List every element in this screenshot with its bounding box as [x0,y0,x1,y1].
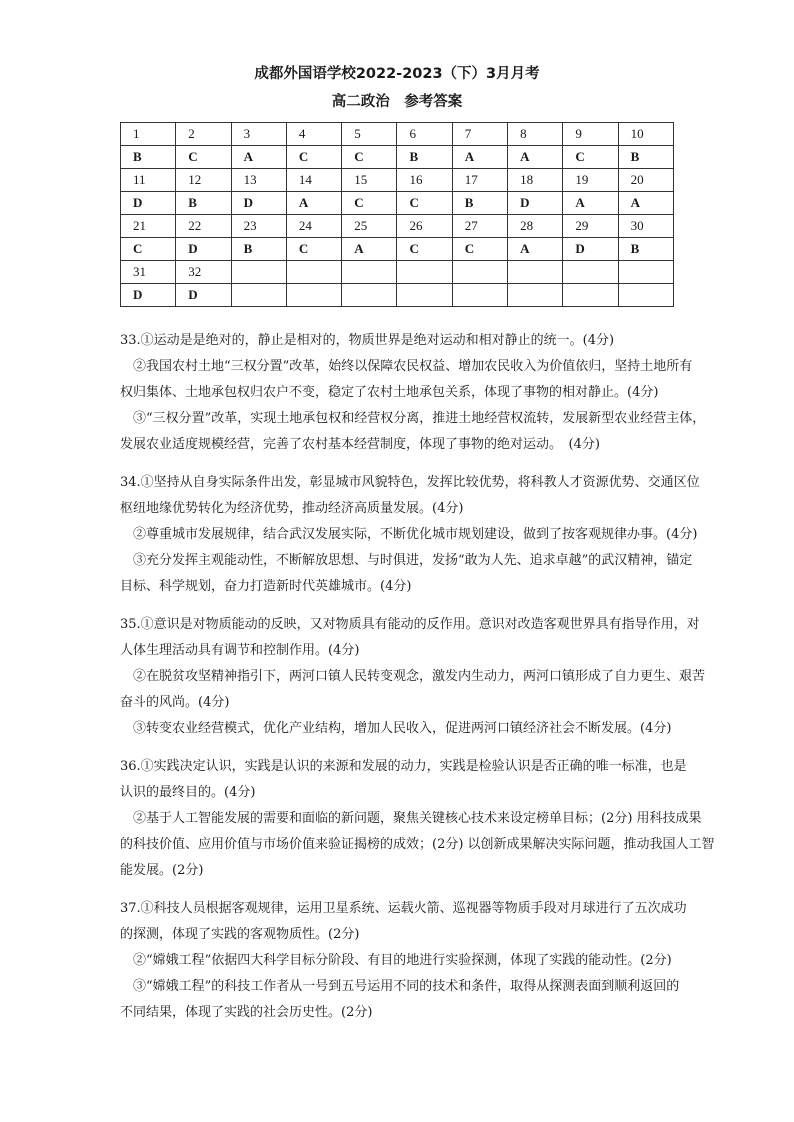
answer-cell: D [121,284,176,307]
question-number-cell: 28 [508,215,563,238]
question-number-cell: 21 [121,215,176,238]
question-number-row [121,215,674,238]
answer-line: 36.①实践决定认识，实践是认识的来源和发展的动力，实践是检验认识是否正确的唯一标准，也是 [120,759,687,774]
question-number-cell [342,261,397,284]
question-number-cell: 12 [176,169,231,192]
answer-cell: B [176,192,231,215]
answer-cell: B [397,146,452,169]
question-number-cell: 4 [286,123,341,146]
answer-cell: A [342,238,397,261]
question-number-cell: 20 [618,169,673,192]
answer-row [121,192,674,215]
answer-line: ②我国农村土地“三权分置”改革，始终以保障农民权益、增加农民收入为价值依归，坚持土地所有 [133,359,693,374]
answer-line: 35.①意识是对物质能动的反映，又对物质具有能动的反作用。意识对改造客观世界具有指导作用，对 [120,617,700,632]
answer-line: 的探测，体现了实践的客观物质性。(2分) [120,927,360,942]
answer-cell: D [231,192,286,215]
answer-line: ③转变农业经营模式，优化产业结构，增加人民收入，促进两河口镇经济社会不断发展。(4分) [133,721,672,736]
question-number-cell: 10 [618,123,673,146]
exam-title: 成都外国语学校2022-2023（下）3月月考 [254,66,540,82]
answer-line: 奋斗的风尚。(4分) [120,695,230,710]
answer-cell: D [121,192,176,215]
answer-line: 能发展。(2分) [120,863,204,878]
answer-cell [618,284,673,307]
question-number-cell: 23 [231,215,286,238]
answer-cell: C [342,192,397,215]
question-number-cell: 13 [231,169,286,192]
answer-line: 发展农业适度规模经营，完善了农村基本经营制度，体现了事物的绝对运动。 (4分) [120,437,600,452]
answer-cell: C [397,192,452,215]
answer-line: ②基于人工智能发展的需要和面临的新问题，聚焦关键核心技术来设定榜单目标；(2分) 用科技成果 [133,811,702,826]
answer-cell: A [231,146,286,169]
answer-cell: C [176,146,231,169]
answer-line: ③充分发挥主观能动性，不断解放思想、与时俱进，发扬“敢为人先、追求卓越”的武汉精神，锚定 [133,553,693,568]
answer-cell: B [121,146,176,169]
question-number-cell [452,261,507,284]
answer-line: ③“三权分置”改革，实现土地承包权和经营权分离，推进土地经营权流转，发展新型农业经营主体， [133,411,706,426]
answer-cell: B [618,238,673,261]
answer-cell: B [618,146,673,169]
answer-line: 权归集体、土地承包权归农户不变，稳定了农村土地承包关系，体现了事物的相对静止。(4分) [120,385,659,400]
answer-cell: D [563,238,618,261]
answer-line: 目标、科学规划，奋力打造新时代英雄城市。(4分) [120,579,412,594]
question-number-cell [563,261,618,284]
answer-cell [231,284,286,307]
answer-cell [563,284,618,307]
answer-cell: C [397,238,452,261]
question-answer-block [120,328,720,458]
question-number-cell: 5 [342,123,397,146]
question-number-cell [508,261,563,284]
question-answer-block [120,754,720,884]
question-number-row [121,123,674,146]
answer-cell: C [342,146,397,169]
answer-row [121,238,674,261]
answer-line: 37.①科技人员根据客观规律，运用卫星系统、运载火箭、巡视器等物质手段对月球进行了五次成功 [120,901,687,916]
question-number-cell: 3 [231,123,286,146]
exam-subtitle: 高二政治 参考答案 [331,94,463,110]
question-number-cell: 11 [121,169,176,192]
answer-table [120,122,674,307]
answer-cell: A [452,146,507,169]
answer-cell [397,284,452,307]
answer-line: 的科技价值、应用价值与市场价值来验证揭榜的成效；(2分) 以创新成果解决实际问题，推动我国人工智 [120,837,715,852]
question-number-cell: 1 [121,123,176,146]
question-number-cell: 27 [452,215,507,238]
question-number-cell: 17 [452,169,507,192]
answer-cell: C [121,238,176,261]
answer-cell: A [508,238,563,261]
question-number-cell: 16 [397,169,452,192]
answer-line: 人体生理活动具有调节和控制作用。(4分) [120,643,360,658]
question-number-cell: 7 [452,123,507,146]
answer-cell: C [563,146,618,169]
answer-cell: A [286,192,341,215]
question-number-cell: 14 [286,169,341,192]
question-number-cell: 30 [618,215,673,238]
answer-cell [452,284,507,307]
question-number-cell: 19 [563,169,618,192]
question-number-cell: 24 [286,215,341,238]
answer-line: ②尊重城市发展规律，结合武汉发展实际，不断优化城市规划建设，做到了按客观规律办事。(4分) [133,527,698,542]
question-number-cell: 6 [397,123,452,146]
answer-cell: C [286,146,341,169]
question-answer-block [120,896,720,1026]
question-number-cell: 25 [342,215,397,238]
question-number-cell: 31 [121,261,176,284]
answer-cell: D [176,284,231,307]
answer-cell: A [563,192,618,215]
question-answer-block [120,612,720,742]
question-number-cell [286,261,341,284]
question-number-cell: 18 [508,169,563,192]
answer-line: 枢纽地缘优势转化为经济优势，推动经济高质量发展。(4分) [120,501,464,516]
question-number-cell: 15 [342,169,397,192]
answer-row [121,284,674,307]
question-number-cell: 9 [563,123,618,146]
answer-cell: B [231,238,286,261]
answer-line: ③“嫦娥工程”的科技工作者从一号到五号运用不同的技术和条件，取得从探测表面到顺利返回的 [133,979,680,994]
question-number-cell: 8 [508,123,563,146]
question-number-cell [618,261,673,284]
answer-content [120,328,720,1038]
question-number-cell: 22 [176,215,231,238]
answer-cell: C [286,238,341,261]
answer-cell: D [176,238,231,261]
question-number-cell [231,261,286,284]
answer-cell [508,284,563,307]
answer-line: ②在脱贫攻坚精神指引下，两河口镇人民转变观念，激发内生动力，两河口镇形成了自力更生、艰苦 [133,669,706,684]
question-number-cell: 2 [176,123,231,146]
answer-cell [286,284,341,307]
answer-cell: C [452,238,507,261]
answer-line: 34.①坚持从自身实际条件出发，彰显城市风貌特色，发挥比较优势，将科教人才资源优势、交通区位 [120,475,700,490]
answer-cell [342,284,397,307]
question-answer-block [120,470,720,600]
answer-cell: D [508,192,563,215]
question-number-row [121,169,674,192]
answer-cell: B [452,192,507,215]
question-number-cell [397,261,452,284]
answer-line: ②“嫦娥工程”依据四大科学目标分阶段、有目的地进行实验探测，体现了实践的能动性。(2分) [133,953,672,968]
answer-cell: A [508,146,563,169]
question-number-cell: 26 [397,215,452,238]
question-number-cell: 32 [176,261,231,284]
question-number-cell: 29 [563,215,618,238]
question-number-row [121,261,674,284]
answer-cell: A [618,192,673,215]
answer-line: 33.①运动是是绝对的，静止是相对的，物质世界是绝对运动和相对静止的统一。(4分) [120,333,615,348]
answer-line: 不同结果，体现了实践的社会历史性。(2分) [120,1005,373,1020]
answer-row [121,146,674,169]
answer-line: 认识的最终目的。(4分) [120,785,256,800]
